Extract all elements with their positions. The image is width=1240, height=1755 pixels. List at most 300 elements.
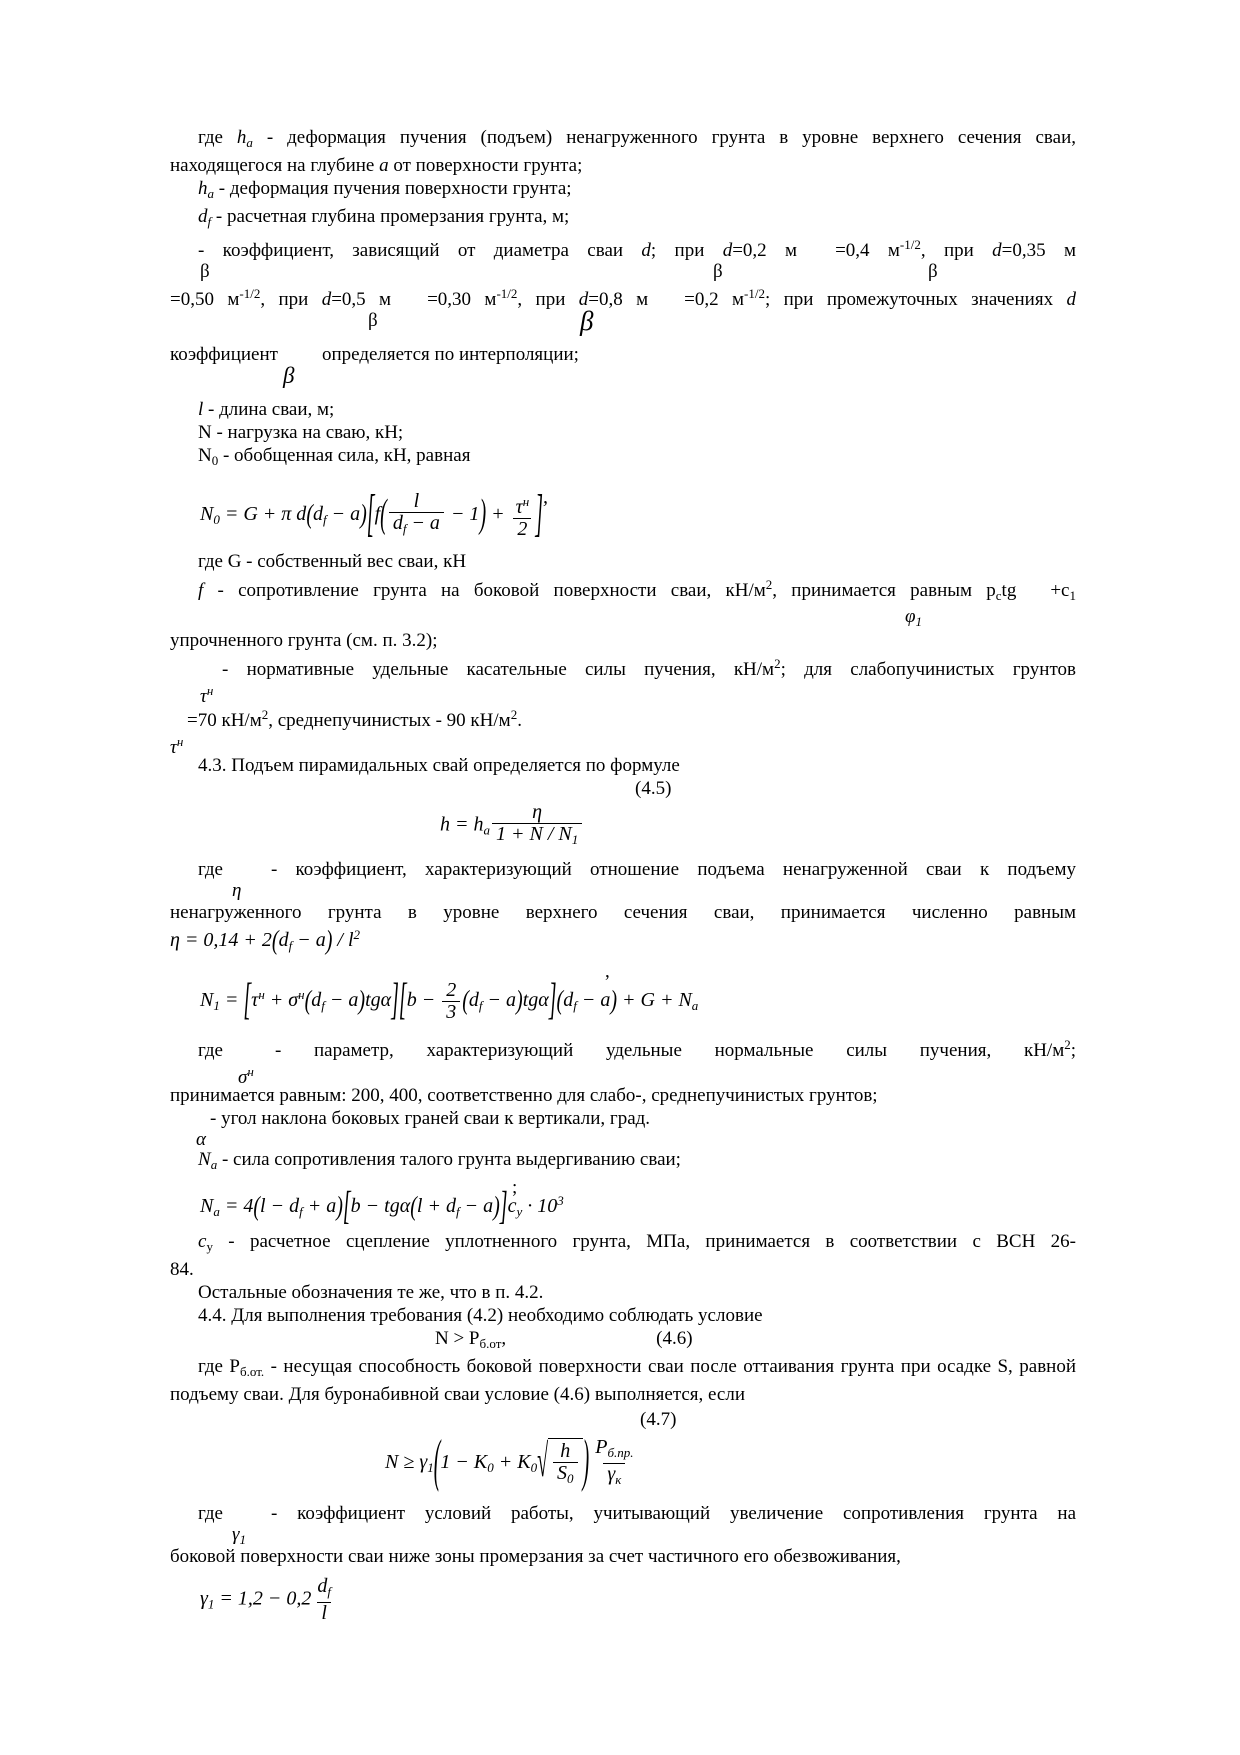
comma: , — [543, 486, 549, 508]
math-expression — [200, 976, 699, 1025]
dropped-symbols-row — [170, 306, 1076, 343]
paragraph-sigma-line2: принимается равным: 200, 400, соответственно для слабо-, среднепучинистых грунтов; — [170, 1084, 878, 1106]
close-bracket: ] — [499, 1184, 508, 1229]
beta-symbol: β — [283, 363, 295, 388]
subscript: a — [691, 997, 699, 1013]
subscript: f — [327, 1583, 332, 1599]
math-token: / — [332, 928, 348, 951]
fraction — [313, 1576, 335, 1624]
math-var: d — [321, 289, 332, 310]
close-paren: ) — [610, 985, 618, 1016]
denominator: l — [317, 1602, 331, 1624]
tau-symbol — [200, 681, 213, 707]
text-run: где — [198, 1039, 223, 1061]
beta-coefficient-block — [170, 233, 1076, 394]
math-token: − a — [324, 988, 359, 1011]
beta-symbol: β — [580, 306, 594, 336]
math-var: f — [374, 503, 381, 525]
subscript: 0 — [567, 1470, 574, 1486]
math-var: τ — [515, 495, 523, 518]
paragraph-heave-definition — [170, 126, 1076, 177]
fraction — [553, 1441, 578, 1489]
numerator — [591, 1437, 637, 1463]
dropped-symbols-row — [170, 262, 1076, 282]
denominator: 3 — [442, 1001, 460, 1023]
math-token: − a — [576, 988, 611, 1011]
math-expression — [200, 485, 549, 543]
text-run: - сила сопротивления талого грунта выдергиванию сваи; — [217, 1148, 681, 1170]
denominator — [492, 823, 582, 850]
paragraph-other-notation: Остальные обозначения те же, что в п. 4.2. — [198, 1281, 544, 1303]
section-4-3: 4.3. Подъем пирамидальных свай определяется по формуле — [198, 754, 680, 776]
dropped-symbols-row — [170, 732, 1076, 758]
subscript: 1 — [571, 831, 579, 847]
denominator — [389, 512, 444, 539]
subscript: 0 — [213, 512, 220, 527]
comma: , — [501, 1327, 507, 1349]
math-var: σ — [288, 988, 299, 1011]
paragraph-df — [170, 205, 1076, 233]
paragraph-gamma-line2: боковой поверхности сваи ниже зоны промерзания за счет частичного его обезвоживания, — [170, 1545, 901, 1567]
superscript: -1/2 — [899, 237, 921, 252]
subscript: f — [573, 997, 577, 1013]
close-paren: ) — [325, 925, 333, 956]
subscript: б.от — [479, 1335, 502, 1351]
math-var: d — [578, 289, 589, 310]
subscript: 1 — [207, 1596, 215, 1612]
math-token: l − d — [260, 1194, 300, 1217]
math-var: N — [198, 422, 212, 443]
math-token: − a — [406, 512, 440, 535]
close-bracket: ] — [391, 976, 399, 1025]
dropped-symbols-row — [170, 681, 1076, 707]
beta-symbol: β — [200, 261, 210, 282]
formula-46 — [435, 1327, 1076, 1355]
math-token: + G + N — [617, 988, 692, 1011]
math-token: − a — [482, 988, 517, 1011]
fraction — [591, 1437, 637, 1490]
math-var: d — [641, 240, 651, 261]
formula-n0 — [200, 485, 1076, 543]
math-token: = 4 — [219, 1194, 254, 1217]
math-token: − a — [459, 1194, 494, 1217]
subscript: f — [478, 997, 483, 1013]
math-var: d — [317, 1574, 328, 1597]
text-run: tg — [1001, 579, 1017, 601]
numerator — [313, 1576, 335, 1602]
math-expression — [200, 1184, 564, 1229]
text-run: , при — [920, 240, 993, 261]
math-var: N — [200, 988, 214, 1011]
math-token: − 1 — [445, 503, 480, 525]
superscript: -1/2 — [239, 286, 261, 301]
math-var: h — [440, 813, 450, 836]
math-token: b − — [406, 988, 441, 1011]
math-expression — [200, 1576, 337, 1624]
paragraph-cy-line2: 84. — [170, 1258, 194, 1280]
formula-45 — [440, 802, 1076, 850]
open-paren: ( — [304, 985, 312, 1016]
subscript: a — [246, 135, 253, 150]
text-run: - длина сваи, м; — [203, 399, 335, 420]
subscript: 0 — [487, 1459, 494, 1475]
subscript: f — [207, 214, 212, 229]
paragraph-n — [170, 421, 1076, 444]
superscript: н — [298, 986, 305, 1002]
paragraph-sigma-line1 — [170, 1033, 1076, 1062]
text-run: =70 кН/м — [187, 709, 262, 731]
dropped-symbols-row — [170, 363, 1076, 394]
text-run: определяется по интерполяции; — [321, 344, 579, 365]
superscript: 2 — [353, 926, 361, 942]
text-run: коэффициент — [170, 344, 278, 365]
subscript: f — [455, 1203, 460, 1219]
math-var: N — [200, 1194, 214, 1217]
math-var: d — [278, 928, 289, 951]
close-paren: ) — [516, 985, 523, 1016]
subscript: a — [483, 822, 490, 838]
math-var: φ — [905, 605, 916, 627]
text-run: - несущая способность боковой поверхности сваи после оттаивания грунта при осадке S, равной подъему сваи. Для буронабивной сваи условие (4.6) выполняется, если — [170, 1355, 1077, 1405]
phi-symbol — [905, 607, 922, 632]
dropped-symbols-row — [170, 1062, 1076, 1088]
section-4-4: 4.4. Для выполнения требования (4.2) необходимо соблюдать условие — [198, 1304, 763, 1326]
superscript: н — [176, 733, 184, 749]
beta-symbol: β — [368, 310, 378, 331]
math-var: γ — [232, 1523, 240, 1545]
open-paren: ( — [271, 925, 279, 956]
close-paren: ) — [479, 492, 487, 537]
equation-number-47: (4.7) — [640, 1408, 677, 1430]
math-expression — [385, 1429, 639, 1494]
math-var: h — [473, 813, 484, 836]
numerator — [512, 491, 534, 518]
math-token: tgα — [365, 988, 392, 1011]
superscript: 2 — [774, 655, 781, 671]
text-run: - нормативные удельные касательные силы пучения, кН/м — [222, 658, 775, 680]
math-var: d — [992, 240, 1002, 261]
denominator — [603, 1463, 625, 1490]
superscript: 2 — [510, 706, 518, 722]
math-var: d — [1066, 289, 1076, 310]
math-token: = G + π d — [219, 503, 307, 525]
document-content — [170, 126, 1076, 1624]
math-var: f — [198, 579, 204, 601]
math-var: σ — [238, 1066, 248, 1088]
subscript: f — [402, 521, 407, 537]
subscript: б.от. — [240, 1363, 265, 1379]
dropped-symbols-row — [170, 1130, 1076, 1148]
text-run: где — [198, 1502, 223, 1524]
subscript: a — [213, 1203, 220, 1219]
paragraph-gamma-line1 — [170, 1502, 1076, 1525]
close-bracket: ] — [535, 485, 544, 543]
text-run: , при — [260, 289, 322, 310]
text-run: ненагруженного грунта в уровне верхнего сечения сваи, принимается численно равным — [170, 901, 1076, 923]
math-token: l + d — [416, 1194, 456, 1217]
math-expression — [440, 802, 584, 850]
close-paren: ) — [358, 985, 366, 1016]
superscript: н — [206, 682, 214, 698]
radical-icon: √ — [537, 1436, 549, 1488]
math-var: N > P — [435, 1327, 480, 1349]
superscript: -1/2 — [496, 286, 518, 301]
text-run: - угол наклона боковых граней сваи к вертикали, град. — [210, 1107, 651, 1129]
subscript: 0 — [211, 453, 219, 468]
subscript: f — [288, 937, 293, 953]
paragraph-cy-line1 — [170, 1230, 1076, 1258]
math-var: d — [392, 512, 403, 535]
paragraph-ha — [170, 177, 1076, 205]
close-paren: ) — [493, 1191, 500, 1222]
text-run: от поверхности грунта; — [388, 155, 583, 176]
text-run: - сопротивление грунта на боковой поверхности сваи, кН/м — [203, 579, 766, 601]
math-token: 1 + — [496, 822, 530, 845]
text-run: где P — [198, 1355, 240, 1377]
subscript: f — [322, 512, 327, 527]
formula-na — [200, 1184, 1076, 1229]
math-var: d — [563, 988, 574, 1011]
open-paren: ( — [253, 1191, 261, 1222]
math-token: + — [486, 503, 510, 525]
subscript: у — [206, 1238, 213, 1254]
math-var: d — [722, 240, 733, 261]
close-paren: ) — [582, 1429, 590, 1494]
math-var: N — [198, 1148, 211, 1170]
dropped-symbols-row — [170, 1525, 1076, 1545]
subscript: 0 — [530, 1459, 538, 1475]
math-var: τ — [200, 685, 207, 707]
math-token: b − tgα — [350, 1194, 411, 1217]
subscript: a — [207, 186, 214, 201]
formula-eta — [170, 925, 1076, 956]
subscript: 1 — [1069, 587, 1076, 603]
math-var: N — [200, 503, 214, 525]
subscript: б.пр. — [607, 1444, 634, 1460]
gamma-symbol — [232, 1525, 246, 1550]
open-paren: ( — [306, 499, 313, 530]
numerator: l — [413, 490, 420, 513]
math-var: d — [198, 206, 208, 227]
paragraph-na — [170, 1148, 1076, 1176]
subscript: 1 — [915, 613, 923, 629]
equation-number-45: (4.5) — [635, 777, 672, 799]
text-run: - нагрузка на сваю, кН; — [211, 422, 404, 443]
math-token: + — [264, 988, 289, 1011]
text-run: где — [198, 858, 223, 880]
math-var: d — [311, 988, 322, 1011]
text-run: =0,50 м — [170, 289, 240, 310]
text-run: - коэффициент, зависящий от диаметра сваи — [198, 240, 642, 261]
subscript: 1 — [427, 1459, 434, 1475]
close-paren: ) — [360, 499, 367, 530]
math-token: − a — [326, 503, 361, 525]
dropped-symbols-row — [170, 881, 1076, 901]
superscript: 3 — [557, 1192, 564, 1208]
square-root — [537, 1438, 582, 1489]
text-run: - расчетное сцепление уплотненного грунта, МПа, принимается в соответствии с ВСН 26- — [212, 1230, 1076, 1252]
text-line — [170, 233, 1076, 262]
math-var: d — [312, 503, 323, 525]
beta-symbol: β — [928, 261, 938, 282]
open-paren: ( — [462, 985, 469, 1016]
formula-comma: , — [605, 960, 610, 982]
paragraph-l — [170, 398, 1076, 421]
text-run: , принимается равным p — [772, 579, 996, 601]
math-token: + K — [493, 1450, 531, 1473]
math-var: l — [347, 928, 354, 951]
math-var: N — [558, 822, 572, 845]
text-run: =0,8 м — [588, 289, 649, 310]
math-token: tgα — [522, 988, 549, 1011]
open-paren: ( — [380, 492, 387, 537]
subscript: у — [516, 1203, 523, 1219]
math-token: / — [542, 822, 559, 845]
open-paren: ( — [410, 1191, 417, 1222]
subscript: f — [299, 1203, 303, 1219]
close-bracket: ] — [548, 976, 557, 1025]
math-var: c — [507, 1194, 517, 1217]
denominator: 2 — [513, 518, 531, 540]
text-run: ; — [1070, 1039, 1076, 1061]
subscript: c — [995, 587, 1002, 603]
text-run: - деформация пучения (подъем) ненагруженного грунта в уровне верхнего сечения сваи, находящегося на глубине — [170, 127, 1076, 176]
math-token: · 10 — [522, 1194, 558, 1217]
math-var: c — [198, 1230, 207, 1252]
superscript: н — [522, 493, 530, 509]
text-line — [170, 282, 1076, 311]
paragraph-pbot — [170, 1355, 1076, 1406]
subscript: a — [210, 1156, 218, 1172]
math-var: P — [595, 1435, 608, 1458]
open-paren: ( — [556, 985, 564, 1016]
open-paren: ( — [433, 1429, 441, 1494]
alpha-symbol: α — [196, 1128, 206, 1150]
text-run: =0,35 м — [1001, 240, 1076, 261]
numerator: h — [560, 1439, 571, 1462]
numerator: η — [532, 800, 543, 823]
equation-number-46: (4.6) — [656, 1327, 693, 1349]
text-run: - деформация пучения поверхности грунта; — [214, 178, 572, 199]
math-token: − a — [292, 928, 326, 951]
denominator — [553, 1462, 578, 1489]
formula-n1 — [200, 976, 1076, 1025]
math-var: a — [379, 155, 389, 176]
fraction — [492, 802, 582, 850]
math-var: γ — [607, 1462, 616, 1485]
paragraph-eta-line2 — [170, 901, 1076, 924]
text-run: =0,4 м — [835, 240, 900, 261]
math-token: = — [450, 813, 474, 836]
math-token: 1 − K — [440, 1450, 488, 1473]
superscript: н — [258, 986, 265, 1002]
math-var: S — [557, 1461, 568, 1484]
text-run: =0,2 м — [732, 240, 798, 261]
text-run: - параметр, характеризующий удельные нормальные силы пучения, кН/м — [274, 1039, 1065, 1061]
fraction — [389, 491, 444, 539]
text-run: - коэффициент, характеризующий отношение подъема ненагруженной сваи к подъему — [270, 858, 1076, 880]
text-run: - обобщенная сила, кН, равная — [218, 445, 471, 466]
text-run: , среднепучинистых - 90 кН/м — [268, 709, 511, 731]
text-run: =0,2 м — [684, 289, 744, 310]
open-bracket: [ — [366, 485, 375, 543]
formula-47 — [385, 1429, 1076, 1494]
text-run: ; для слабопучинистых грунтов — [780, 658, 1076, 680]
paragraph-g-weight: где G - собственный вес сваи, кН — [198, 550, 467, 572]
radicand — [548, 1438, 583, 1489]
math-var: h — [198, 178, 208, 199]
math-token: + a — [302, 1194, 337, 1217]
math-token: η = 0,14 + 2 — [170, 928, 272, 951]
math-expression — [170, 925, 361, 956]
text-run: - коэффициент условий работы, учитывающий увеличение сопротивления грунта на — [270, 1502, 1076, 1524]
superscript: 2 — [261, 706, 269, 722]
paragraph-f-resistance — [170, 573, 1076, 607]
paragraph-alpha — [170, 1107, 1076, 1130]
text-run: =0,30 м — [427, 289, 497, 310]
text-run: , при — [517, 289, 579, 310]
math-var: h — [236, 127, 247, 148]
math-var: l — [198, 399, 204, 420]
math-token: = 1,2 − 0,2 — [214, 1587, 312, 1610]
math-var: N ≥ γ — [385, 1450, 428, 1473]
text-line — [170, 343, 1076, 366]
subscript: 1 — [213, 997, 220, 1013]
fraction — [442, 980, 460, 1023]
open-bracket: [ — [243, 976, 252, 1025]
paragraph-tau-forces — [170, 652, 1076, 681]
math-var: τ — [251, 988, 259, 1011]
subscript: к — [615, 1471, 622, 1487]
math-token: = — [219, 988, 244, 1011]
text-run: - расчетная глубина промерзания грунта, м; — [211, 206, 570, 227]
paragraph-n0 — [170, 444, 1076, 472]
subscript: f — [321, 997, 325, 1013]
paragraph-tau-values — [170, 703, 1076, 732]
math-var: γ — [200, 1587, 208, 1610]
text-run: =0,5 м — [331, 289, 392, 310]
text-run: . — [517, 709, 522, 731]
subscript: 1 — [239, 1531, 246, 1547]
open-bracket: [ — [342, 1184, 351, 1229]
math-var: N — [529, 822, 543, 845]
paragraph-strengthened-soil: упрочненного грунта (см. п. 3.2); — [170, 629, 438, 651]
math-var: N — [198, 445, 212, 466]
superscript: -1/2 — [744, 286, 765, 301]
math-var: d — [468, 988, 479, 1011]
close-paren: ) — [336, 1191, 343, 1222]
superscript: 2 — [1064, 1036, 1071, 1052]
text-run: ; при — [650, 240, 723, 261]
numerator: 2 — [446, 978, 457, 1001]
paragraph-eta-line1 — [170, 858, 1076, 881]
open-bracket: [ — [398, 976, 407, 1025]
math-var: τ — [170, 736, 177, 758]
tau-symbol — [170, 732, 183, 758]
text-run: ; при промежуточных значениях — [764, 289, 1067, 310]
formula-semicolon: ; — [512, 1176, 518, 1198]
fraction — [512, 491, 534, 540]
eta-symbol: η — [232, 879, 242, 901]
beta-symbol: β — [713, 261, 723, 282]
formula-gamma1 — [200, 1576, 1076, 1624]
dropped-symbols-row — [170, 607, 1076, 629]
superscript: 2 — [765, 576, 773, 592]
sigma-symbol — [238, 1062, 254, 1088]
text-run: где — [198, 127, 237, 148]
text-run: +c — [1050, 579, 1070, 601]
superscript: н — [247, 1063, 254, 1079]
